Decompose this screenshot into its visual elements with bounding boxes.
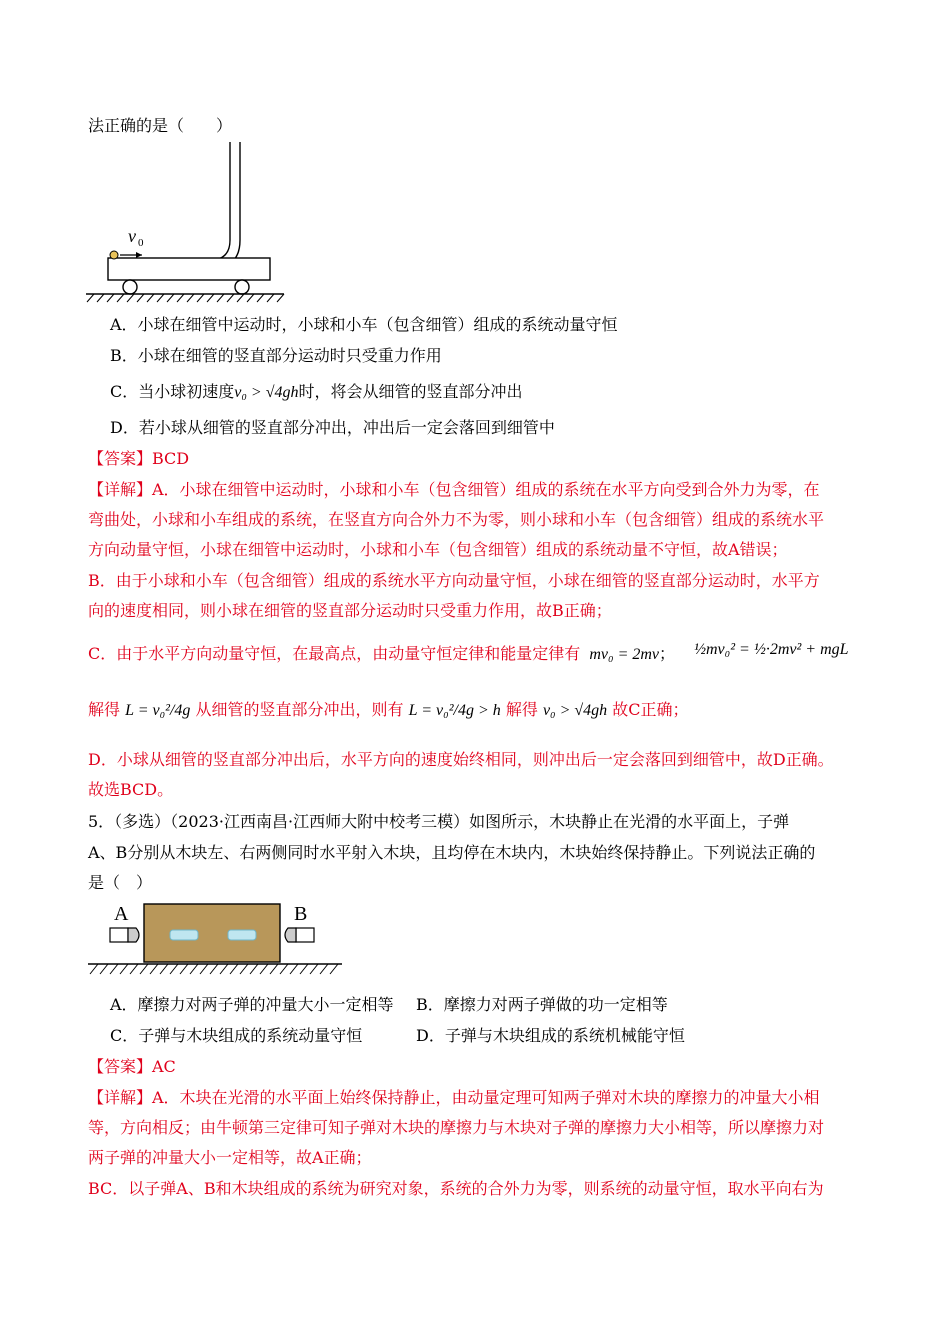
q4-explain-line-4: B．由于小球和小车（包含细管）组成的系统水平方向动量守恒，小球在细管的竖直部分运动时，水平方 [88, 571, 820, 590]
q5-option-b: B．摩擦力对两子弹做的功一定相等 [416, 995, 668, 1014]
v0-subscript: 0 [138, 237, 144, 249]
q4-explain-line-6-text: C．由于水平方向动量守恒，在最高点，由动量守恒定律和能量定律有 [88, 644, 581, 663]
q5-answer: 【答案】AC [88, 1057, 176, 1076]
equation-v0-condition: v₀ > √4gh [542, 702, 608, 719]
q4-solve-1: 解得 [88, 700, 121, 719]
q4-explain-line-8: D．小球从细管的竖直部分冲出后，水平方向的速度始终相同，则冲出后一定会落回到细管中，故D正确。 [88, 750, 834, 769]
q4-explain-line-5: 向的速度相同，则小球在细管的竖直部分运动时只受重力作用，故B正确； [88, 601, 612, 620]
q5-explain-line-3: 两子弹的冲量大小一定相等，故A正确； [88, 1148, 372, 1167]
q5-stem-line-3: 是（ ） [88, 873, 153, 892]
q4-option-b: B．小球在细管的竖直部分运动时只受重力作用 [110, 346, 442, 365]
q5-option-d: D．子弹与木块组成的系统机械能守恒 [416, 1026, 685, 1045]
q4-option-a: A．小球在细管中运动时，小球和小车（包含细管）组成的系统动量守恒 [110, 315, 618, 334]
q4-solve-3: 解得 [505, 700, 538, 719]
bullet-a-embedded [170, 930, 198, 940]
equation-L-greater-h: L = v₀²/4g > h [408, 702, 501, 719]
q4-explain-line-9: 故选BCD。 [88, 780, 174, 799]
q4-explain-line-7 [88, 700, 689, 721]
q4-stem-tail: 法正确的是（ ） [88, 116, 233, 135]
q4-explain-line-3: 方向动量守恒，小球在细管中运动时，小球和小车（包含细管）组成的系统动量不守恒，故A错误； [88, 540, 788, 559]
q5-option-c: C．子弹与木块组成的系统动量守恒 [110, 1026, 363, 1045]
q4-option-c [110, 382, 523, 403]
cart-tube-figure [84, 140, 289, 305]
block-bullets-figure [86, 900, 344, 984]
q4-option-c-post: 时，将会从细管的竖直部分冲出 [298, 382, 523, 401]
bullet-a-label: A [114, 903, 129, 925]
q5-explain-line-1: 【详解】A．木块在光滑的水平面上始终保持静止，由动量定理可知两子弹对木块的摩擦力的冲量大小相 [88, 1088, 820, 1107]
equation-energy: ½mv₀² = ½·2mv² + mgL [694, 641, 849, 658]
equation-momentum: mv₀ = 2mv [589, 646, 660, 663]
q4-solve-4: 故C正确； [612, 700, 689, 719]
q4-answer: 【答案】BCD [88, 449, 190, 468]
q5-stem-line-1: 5．（多选）（2023·江西南昌·江西师大附中校考三模）如图所示，木块静止在光滑的水平面上，子弹 [88, 812, 790, 831]
bullet-b-label: B [294, 903, 308, 925]
q5-option-a: A．摩擦力对两子弹的冲量大小一定相等 [110, 995, 394, 1014]
q5-stem-line-2: A、B分别从木块左、右两侧同时水平射入木块，且均停在木块内，木块始终保持静止。下列说法正确的 [88, 843, 816, 862]
q4-explain-line-6 [88, 644, 675, 665]
q4-explain-line-1: 【详解】A．小球在细管中运动时，小球和小车（包含细管）组成的系统在水平方向受到合外力为零，在 [88, 480, 820, 499]
q5-explain-line-2: 等，方向相反；由牛顿第三定律可知子弹对木块的摩擦力与木块对子弹的摩擦力大小相等，所以摩擦力对 [88, 1118, 825, 1137]
equation-separator: ； [659, 644, 676, 663]
q4-option-c-pre: C．当小球初速度 [110, 382, 235, 401]
q5-explain-line-4: BC．以子弹A、B和木块组成的系统为研究对象，系统的合外力为零，则系统的动量守恒，取水平向右为 [88, 1179, 824, 1198]
v0-label: v [128, 226, 136, 246]
equation-L: L = v₀²/4g [125, 702, 191, 719]
q4-solve-2: 从细管的竖直部分冲出，则有 [195, 700, 404, 719]
bullet-b-embedded [228, 930, 256, 940]
q4-option-d: D．若小球从细管的竖直部分冲出，冲出后一定会落回到细管中 [110, 418, 555, 437]
q4-option-c-math: v₀ > √4gh [234, 384, 299, 401]
q4-explain-line-2: 弯曲处，小球和小车组成的系统，在竖直方向合外力不为零，则小球和小车（包含细管）组成的系统水平 [88, 510, 825, 529]
